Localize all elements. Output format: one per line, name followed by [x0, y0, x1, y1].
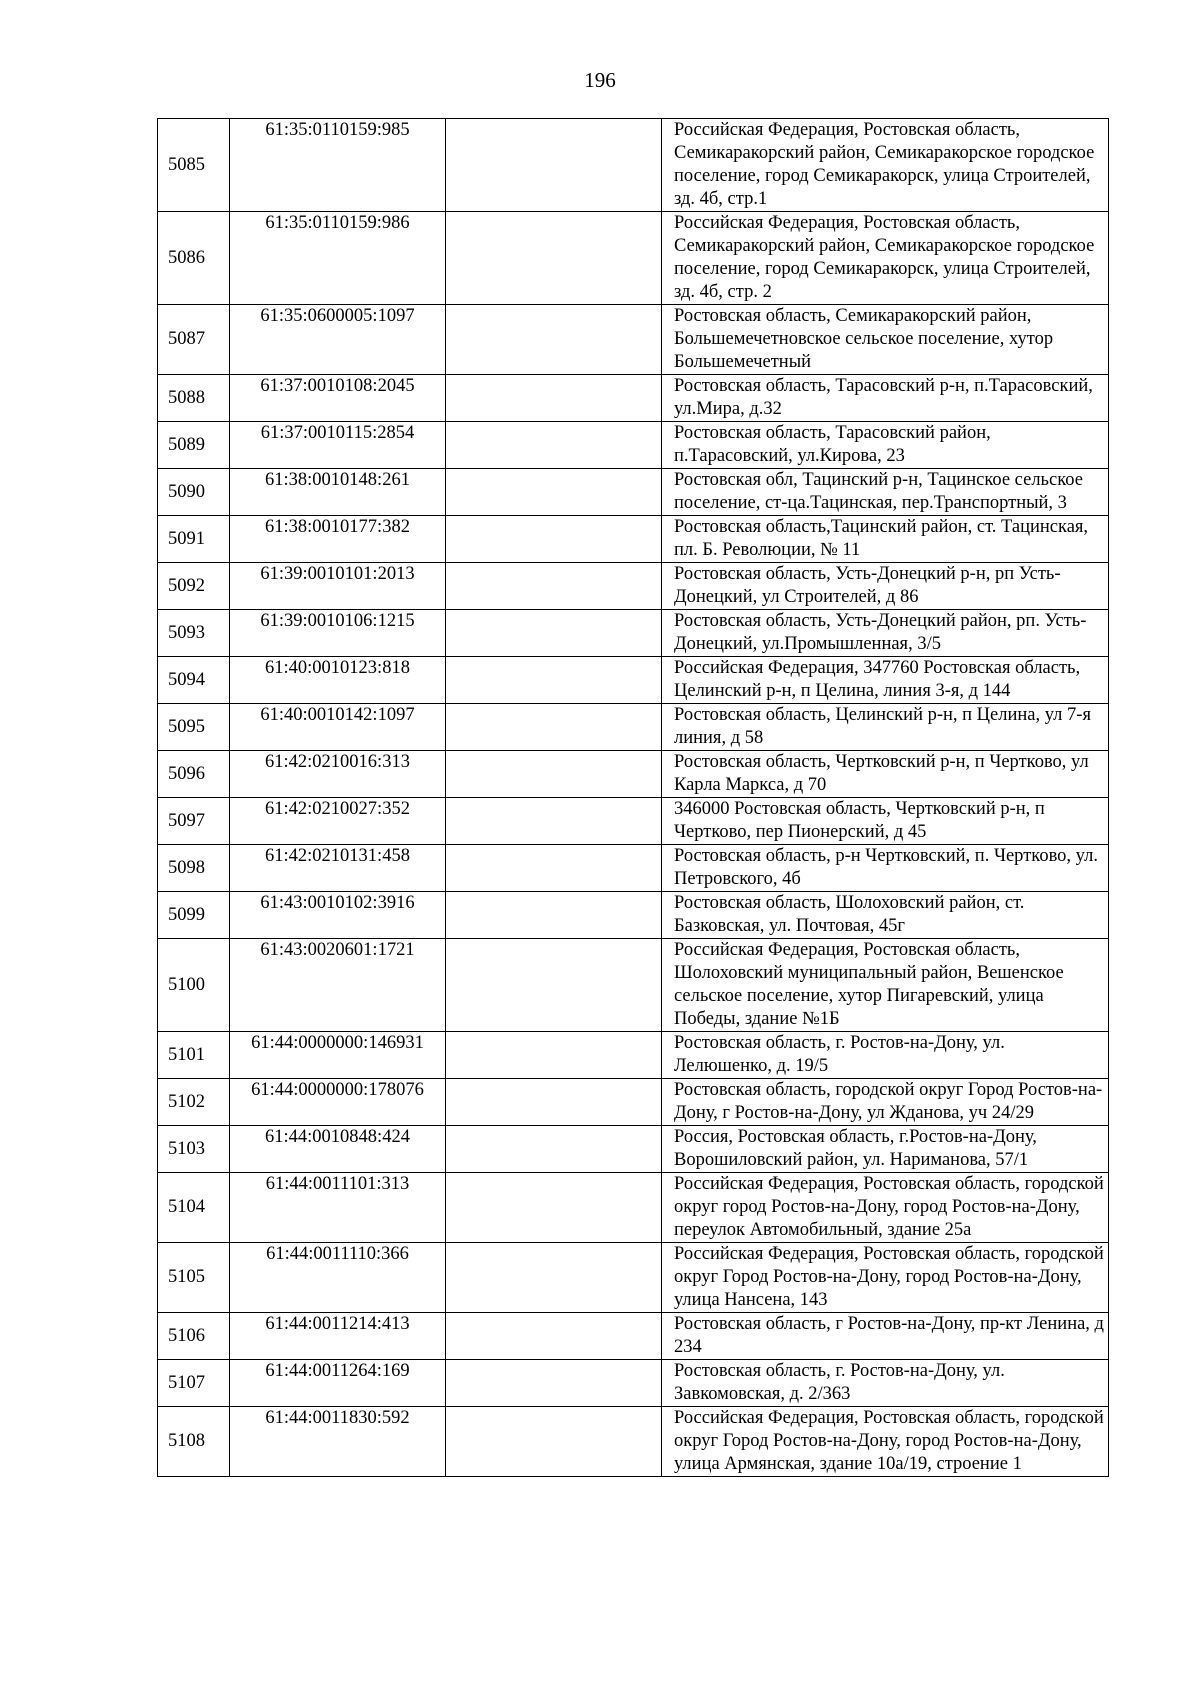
address-cell: Российская Федерация, Ростовская область, Шолоховский муниципальный район, Вешенское сельское поселение, хутор Пигаревский, улица Победы, здание №1Б — [662, 939, 1109, 1032]
cadastral-number-cell: 61:35:0600005:1097 — [230, 305, 446, 375]
row-number-cell: 5089 — [158, 422, 230, 469]
row-number-cell: 5087 — [158, 305, 230, 375]
cadastral-number-cell: 61:37:0010115:2854 — [230, 422, 446, 469]
row-number-cell: 5106 — [158, 1313, 230, 1360]
address-cell: Ростовская область, г. Ростов-на-Дону, ул. Завкомовская, д. 2/363 — [662, 1360, 1109, 1407]
empty-cell — [446, 305, 662, 375]
registry-table-body — [158, 119, 1109, 1477]
row-number-cell: 5107 — [158, 1360, 230, 1407]
row-number-cell: 5091 — [158, 516, 230, 563]
registry-table — [157, 118, 1109, 1477]
address-cell: Ростовская область, р-н Чертковский, п. Чертково, ул. Петровского, 4б — [662, 845, 1109, 892]
address-cell: Ростовская обл, Тацинский р-н, Тацинское сельское поселение, ст-ца.Тацинская, пер.Транспортный, 3 — [662, 469, 1109, 516]
table-row — [158, 610, 1109, 657]
address-cell: Российская Федерация, Ростовская область, городской округ Город Ростов-на-Дону, город Ростов-на-Дону, улица Нансена, 143 — [662, 1243, 1109, 1313]
cadastral-number-cell: 61:44:0011830:592 — [230, 1407, 446, 1477]
table-row — [158, 704, 1109, 751]
row-number-cell: 5085 — [158, 119, 230, 212]
table-row — [158, 798, 1109, 845]
cadastral-number-cell: 61:35:0110159:985 — [230, 119, 446, 212]
address-cell: 346000 Ростовская область, Чертковский р-н, п Чертково, пер Пионерский, д 45 — [662, 798, 1109, 845]
address-cell: Российская Федерация, Ростовская область, Семикаракорский район, Семикаракорское городское поселение, город Семикаракорск, улица Строителей, зд. 4б, стр. 2 — [662, 212, 1109, 305]
address-cell: Ростовская область, Усть-Донецкий р-н, рп Усть-Донецкий, ул Строителей, д 86 — [662, 563, 1109, 610]
table-row — [158, 751, 1109, 798]
row-number-cell: 5100 — [158, 939, 230, 1032]
address-cell: Ростовская область, Тарасовский р-н, п.Тарасовский, ул.Мира, д.32 — [662, 375, 1109, 422]
address-cell: Ростовская область, Семикаракорский район, Большемечетновское сельское поселение, хутор Большемечетный — [662, 305, 1109, 375]
table-row — [158, 375, 1109, 422]
page-number: 196 — [584, 68, 616, 92]
row-number-cell: 5095 — [158, 704, 230, 751]
table-row — [158, 1032, 1109, 1079]
cadastral-number-cell: 61:44:0011110:366 — [230, 1243, 446, 1313]
address-cell: Ростовская область, Шолоховский район, ст. Базковская, ул. Почтовая, 45г — [662, 892, 1109, 939]
address-cell: Ростовская область, Целинский р-н, п Целина, ул 7-я линия, д 58 — [662, 704, 1109, 751]
empty-cell — [446, 892, 662, 939]
address-cell: Российская Федерация, Ростовская область, городской округ Город Ростов-на-Дону, город Ростов-на-Дону, улица Армянская, здание 10а/19, строение 1 — [662, 1407, 1109, 1477]
empty-cell — [446, 798, 662, 845]
table-row — [158, 1243, 1109, 1313]
empty-cell — [446, 657, 662, 704]
cadastral-number-cell: 61:37:0010108:2045 — [230, 375, 446, 422]
empty-cell — [446, 516, 662, 563]
row-number-cell: 5098 — [158, 845, 230, 892]
cadastral-number-cell: 61:38:0010177:382 — [230, 516, 446, 563]
table-row — [158, 1313, 1109, 1360]
empty-cell — [446, 704, 662, 751]
address-cell: Ростовская область, Чертковский р-н, п Чертково, ул Карла Маркса, д 70 — [662, 751, 1109, 798]
empty-cell — [446, 1032, 662, 1079]
table-row — [158, 845, 1109, 892]
cadastral-number-cell: 61:44:0000000:178076 — [230, 1079, 446, 1126]
cadastral-number-cell: 61:44:0011264:169 — [230, 1360, 446, 1407]
row-number-cell: 5096 — [158, 751, 230, 798]
empty-cell — [446, 1407, 662, 1477]
cadastral-number-cell: 61:42:0210027:352 — [230, 798, 446, 845]
address-cell: Ростовская область, г. Ростов-на-Дону, ул. Лелюшенко, д. 19/5 — [662, 1032, 1109, 1079]
cadastral-number-cell: 61:39:0010101:2013 — [230, 563, 446, 610]
row-number-cell: 5105 — [158, 1243, 230, 1313]
empty-cell — [446, 375, 662, 422]
cadastral-number-cell: 61:43:0010102:3916 — [230, 892, 446, 939]
address-cell: Россия, Ростовская область, г.Ростов-на-Дону, Ворошиловский район, ул. Нариманова, 57/1 — [662, 1126, 1109, 1173]
cadastral-number-cell: 61:35:0110159:986 — [230, 212, 446, 305]
table-row — [158, 469, 1109, 516]
row-number-cell: 5090 — [158, 469, 230, 516]
address-cell: Российская Федерация, Ростовская область, Семикаракорский район, Семикаракорское городское поселение, город Семикаракорск, улица Строителей, зд. 4б, стр.1 — [662, 119, 1109, 212]
cadastral-number-cell: 61:40:0010123:818 — [230, 657, 446, 704]
row-number-cell: 5099 — [158, 892, 230, 939]
empty-cell — [446, 1313, 662, 1360]
table-row — [158, 422, 1109, 469]
empty-cell — [446, 845, 662, 892]
table-row — [158, 1407, 1109, 1477]
table-row — [158, 1173, 1109, 1243]
cadastral-number-cell: 61:44:0011101:313 — [230, 1173, 446, 1243]
empty-cell — [446, 119, 662, 212]
cadastral-number-cell: 61:39:0010106:1215 — [230, 610, 446, 657]
row-number-cell: 5092 — [158, 563, 230, 610]
row-number-cell: 5102 — [158, 1079, 230, 1126]
empty-cell — [446, 469, 662, 516]
address-cell: Ростовская область,Тацинский район, ст. Тацинская, пл. Б. Революции, № 11 — [662, 516, 1109, 563]
row-number-cell: 5108 — [158, 1407, 230, 1477]
cadastral-number-cell: 61:44:0000000:146931 — [230, 1032, 446, 1079]
table-row — [158, 657, 1109, 704]
row-number-cell: 5094 — [158, 657, 230, 704]
address-cell: Ростовская область, городской округ Город Ростов-на-Дону, г Ростов-на-Дону, ул Жданова, уч 24/29 — [662, 1079, 1109, 1126]
cadastral-number-cell: 61:43:0020601:1721 — [230, 939, 446, 1032]
cadastral-number-cell: 61:42:0210016:313 — [230, 751, 446, 798]
address-cell: Российская Федерация, Ростовская область, городской округ город Ростов-на-Дону, город Ростов-на-Дону, переулок Автомобильный, здание 25а — [662, 1173, 1109, 1243]
address-cell: Ростовская область, Тарасовский район, п.Тарасовский, ул.Кирова, 23 — [662, 422, 1109, 469]
table-row — [158, 119, 1109, 212]
row-number-cell: 5103 — [158, 1126, 230, 1173]
table-row — [158, 212, 1109, 305]
address-cell: Ростовская область, Усть-Донецкий район, рп. Усть-Донецкий, ул.Промышленная, 3/5 — [662, 610, 1109, 657]
address-cell: Российская Федерация, 347760 Ростовская область, Целинский р-н, п Целина, линия 3-я, д 144 — [662, 657, 1109, 704]
cadastral-number-cell: 61:44:0010848:424 — [230, 1126, 446, 1173]
empty-cell — [446, 1243, 662, 1313]
table-row — [158, 563, 1109, 610]
empty-cell — [446, 1360, 662, 1407]
empty-cell — [446, 751, 662, 798]
empty-cell — [446, 1173, 662, 1243]
empty-cell — [446, 610, 662, 657]
row-number-cell: 5097 — [158, 798, 230, 845]
table-row — [158, 1360, 1109, 1407]
table-row — [158, 516, 1109, 563]
table-row — [158, 1126, 1109, 1173]
empty-cell — [446, 939, 662, 1032]
table-row — [158, 939, 1109, 1032]
empty-cell — [446, 1126, 662, 1173]
row-number-cell: 5093 — [158, 610, 230, 657]
empty-cell — [446, 422, 662, 469]
registry-table-wrapper — [157, 118, 1108, 1477]
cadastral-number-cell: 61:42:0210131:458 — [230, 845, 446, 892]
address-cell: Ростовская область, г Ростов-на-Дону, пр-кт Ленина, д 234 — [662, 1313, 1109, 1360]
table-row — [158, 1079, 1109, 1126]
row-number-cell: 5104 — [158, 1173, 230, 1243]
row-number-cell: 5088 — [158, 375, 230, 422]
empty-cell — [446, 563, 662, 610]
empty-cell — [446, 1079, 662, 1126]
table-row — [158, 892, 1109, 939]
row-number-cell: 5086 — [158, 212, 230, 305]
cadastral-number-cell: 61:40:0010142:1097 — [230, 704, 446, 751]
table-row — [158, 305, 1109, 375]
empty-cell — [446, 212, 662, 305]
cadastral-number-cell: 61:44:0011214:413 — [230, 1313, 446, 1360]
cadastral-number-cell: 61:38:0010148:261 — [230, 469, 446, 516]
row-number-cell: 5101 — [158, 1032, 230, 1079]
